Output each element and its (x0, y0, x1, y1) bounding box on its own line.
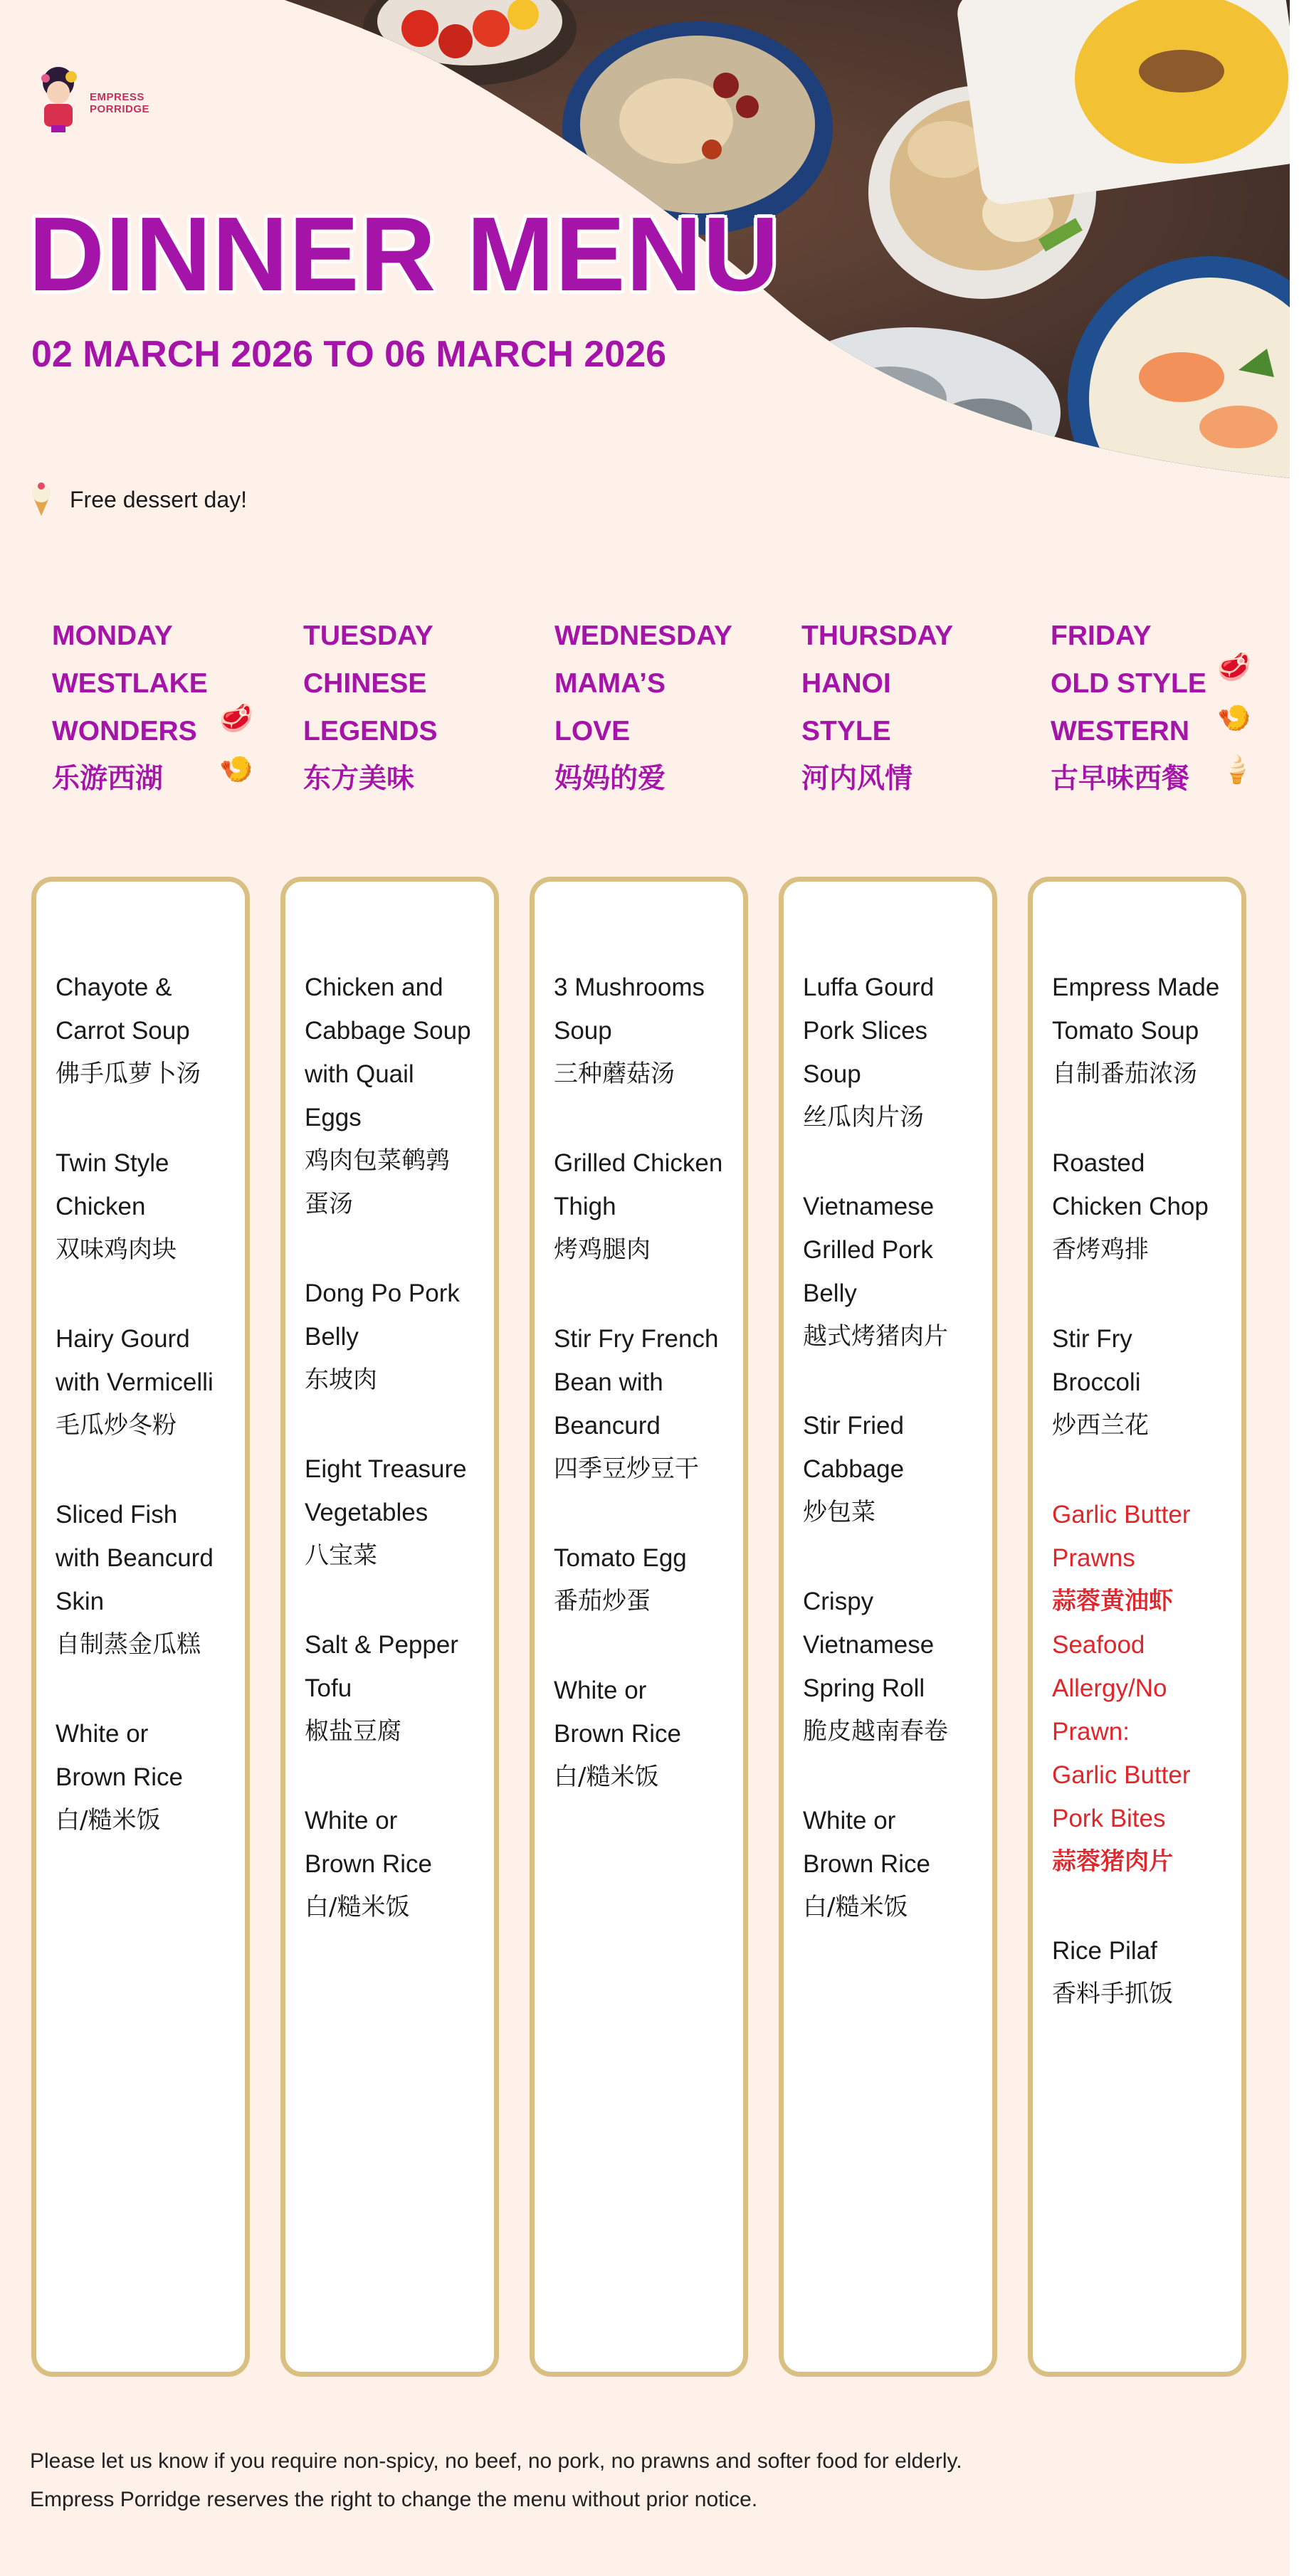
dish-name-en: 3 Mushrooms (554, 973, 705, 1001)
dish-name-zh: 蛋汤 (305, 1190, 353, 1218)
dish-name-zh: 佛手瓜萝卜汤 (56, 1060, 201, 1088)
dish-name-zh: 八宝菜 (305, 1541, 377, 1570)
menu-item (305, 1799, 478, 1929)
steak-icon: 🥩 (1217, 653, 1251, 682)
dish-name-en: Grilled Pork (803, 1236, 933, 1264)
empress-mascot-icon (34, 63, 91, 141)
menu-column-friday (1028, 877, 1246, 2377)
footer-line-disclaimer: Empress Porridge reserves the right to change the menu without prior notice. (30, 2488, 758, 2511)
dish-name-zh: 双味鸡肉块 (56, 1235, 177, 1264)
dish-name-en: Brown Rice (554, 1720, 681, 1748)
dish-name-en: Dong Po Pork (305, 1279, 460, 1307)
dish-name-en: with Vermicelli (56, 1368, 214, 1396)
dish-name-en: Stir Fry French (554, 1325, 719, 1353)
dish-name-en: White or (803, 1807, 896, 1835)
day-header-monday: MONDAY WESTLAKE WONDERS 乐游西湖 (52, 621, 208, 794)
dish-name-zh: 香料手抓饭 (1052, 1980, 1173, 2008)
day-header-tuesday: TUESDAY CHINESE LEGENDS 东方美味 (303, 621, 438, 794)
dish-name-en: Soup (554, 1017, 612, 1045)
brand-logo-text: EMPRESS PORRIDGE (90, 91, 150, 115)
dish-name-en: Prawn: (1052, 1718, 1130, 1746)
dish-name-en: Eight Treasure (305, 1455, 467, 1483)
dish-name-en: Sliced Fish (56, 1501, 178, 1529)
dish-name-en: Brown Rice (803, 1850, 930, 1878)
dish-name-en: Twin Style (56, 1149, 169, 1177)
dish-name-en: Stir Fry (1052, 1325, 1132, 1353)
dish-name-en: Garlic Butter (1052, 1761, 1191, 1789)
dish-name-en: Empress Made (1052, 973, 1220, 1001)
dish-name-en: Crispy (803, 1588, 874, 1615)
dish-name-en: Seafood (1052, 1631, 1145, 1659)
dish-name-zh: 自制蒸金瓜糕 (56, 1630, 201, 1659)
ice-cream-icon (28, 482, 54, 517)
menu-item (803, 1580, 977, 1753)
dish-name-zh: 白/糙米饭 (803, 1893, 908, 1921)
dish-name-en: with Quail (305, 1060, 414, 1088)
notice-row (28, 478, 247, 521)
dish-name-zh: 四季豆炒豆干 (554, 1455, 699, 1483)
menu-column-wednesday (530, 877, 748, 2377)
day-header-friday: FRIDAY OLD STYLE WESTERN 古早味西餐 (1051, 621, 1206, 794)
ice-cream-icon: 🍦 (1220, 755, 1254, 785)
dish-name-en: Grilled Chicken (554, 1149, 723, 1177)
menu-item (554, 966, 727, 1096)
dish-name-en: Hairy Gourd (56, 1325, 190, 1353)
menu-item (305, 1623, 478, 1753)
dish-name-en: Pork Slices (803, 1017, 928, 1045)
menu-item (56, 1712, 229, 1842)
dish-name-en: Spring Roll (803, 1674, 925, 1702)
dish-name-zh: 东坡肉 (305, 1366, 377, 1394)
dish-name-en: Vietnamese (803, 1193, 935, 1220)
dish-name-en: Salt & Pepper (305, 1631, 458, 1659)
menu-item (554, 1141, 727, 1272)
dish-name-zh: 白/糙米饭 (554, 1763, 659, 1791)
dish-name-en: Tomato Soup (1052, 1017, 1199, 1045)
dish-name-zh: 香烤鸡排 (1052, 1235, 1149, 1264)
dish-name-en: Rice Pilaf (1052, 1937, 1157, 1965)
dish-name-en: Prawns (1052, 1544, 1135, 1572)
menu-item (803, 1799, 977, 1929)
menu-item (56, 1493, 229, 1667)
dish-name-en: Beancurd (554, 1412, 661, 1440)
menu-item (305, 966, 478, 1226)
dish-name-en: White or (554, 1677, 647, 1704)
dish-name-en: Brown Rice (305, 1850, 432, 1878)
shrimp-icon: 🍤 (219, 755, 253, 785)
menu-item (1052, 1317, 1226, 1447)
menu-item (1052, 1141, 1226, 1272)
dish-name-zh: 番茄炒蛋 (554, 1587, 651, 1615)
dish-name-zh: 越式烤猪肉片 (803, 1322, 948, 1351)
dish-name-en: Thigh (554, 1193, 616, 1220)
menu-item (1052, 1929, 1226, 2016)
dish-name-zh: 鸡肉包菜鹌鹑 (305, 1146, 450, 1175)
menu-column-tuesday (280, 877, 499, 2377)
dish-name-en: Eggs (305, 1104, 362, 1131)
page-title: DINNER MENU (28, 196, 780, 313)
dish-name-en: Allergy/No (1052, 1674, 1167, 1702)
dish-name-en: Skin (56, 1588, 105, 1615)
dish-name-en: Belly (803, 1279, 857, 1307)
dish-name-zh: 白/糙米饭 (305, 1893, 410, 1921)
menu-item (305, 1272, 478, 1402)
steak-icon: 🥩 (219, 704, 253, 734)
dish-name-en: Soup (803, 1060, 861, 1088)
menu-item (554, 1669, 727, 1799)
dish-name-en: Vietnamese (803, 1631, 935, 1659)
menu-item (803, 966, 977, 1139)
dish-name-zh: 椒盐豆腐 (305, 1717, 401, 1746)
menu-item (1052, 966, 1226, 1096)
menu-column-monday (31, 877, 250, 2377)
menu-item (554, 1317, 727, 1491)
dish-name-zh: 三种蘑菇汤 (554, 1060, 675, 1088)
day-header-wednesday: WEDNESDAY MAMA’S LOVE 妈妈的爱 (554, 621, 732, 794)
dish-name-en: Tomato Egg (554, 1544, 687, 1572)
menu-item (554, 1536, 727, 1623)
dish-name-en: White or (56, 1720, 149, 1748)
date-range: 02 MARCH 2026 TO 06 MARCH 2026 (31, 334, 667, 375)
dish-name-zh: 蒜蓉猪肉片 (1052, 1847, 1173, 1876)
menu-item (1052, 1493, 1226, 1884)
dish-name-en: Brown Rice (56, 1763, 183, 1791)
dish-name-en: Chicken Chop (1052, 1193, 1209, 1220)
dish-name-en: Chicken and (305, 973, 443, 1001)
dish-name-zh: 毛瓜炒冬粉 (56, 1411, 177, 1440)
menu-item (305, 1447, 478, 1578)
dish-name-en: Chayote & (56, 973, 172, 1001)
dish-name-zh: 烤鸡腿肉 (554, 1235, 651, 1264)
dish-name-en: with Beancurd (56, 1544, 214, 1572)
dish-name-zh: 脆皮越南春卷 (803, 1717, 948, 1746)
dish-name-zh: 丝瓜肉片汤 (803, 1103, 924, 1131)
shrimp-icon: 🍤 (1217, 704, 1251, 734)
dish-name-en: Broccoli (1052, 1368, 1141, 1396)
dish-name-en: Roasted (1052, 1149, 1145, 1177)
footer-note (30, 2442, 962, 2519)
dish-name-en: Cabbage Soup (305, 1017, 471, 1045)
menu-item (56, 1141, 229, 1272)
menu-item (803, 1185, 977, 1358)
menu-item (56, 966, 229, 1096)
dish-name-en: Bean with (554, 1368, 663, 1396)
menu-column-thursday (779, 877, 997, 2377)
menu-item (803, 1404, 977, 1534)
dish-name-en: Cabbage (803, 1455, 905, 1483)
dish-name-en: Garlic Butter (1052, 1501, 1191, 1529)
day-header-thursday: THURSDAY HANOI STYLE 河内风情 (801, 621, 954, 794)
dish-name-zh: 蒜蓉黄油虾 (1052, 1587, 1173, 1615)
dish-name-zh: 炒西兰花 (1052, 1411, 1149, 1440)
dish-name-zh: 炒包菜 (803, 1498, 875, 1526)
dish-name-en: Stir Fried (803, 1412, 904, 1440)
dish-name-en: White or (305, 1807, 398, 1835)
dish-name-en: Pork Bites (1052, 1805, 1166, 1832)
dish-name-en: Chicken (56, 1193, 146, 1220)
brand-logo (34, 63, 155, 141)
dish-name-zh: 白/糙米饭 (56, 1806, 161, 1835)
menu-item (56, 1317, 229, 1447)
notice-text: Free dessert day! (70, 486, 247, 512)
footer-line-dietary: Please let us know if you require non-spicy, no beef, no pork, no prawns and softer food for elderly. (30, 2449, 962, 2473)
dish-name-en: Luffa Gourd (803, 973, 935, 1001)
dish-name-en: Tofu (305, 1674, 352, 1702)
dish-name-zh: 自制番茄浓汤 (1052, 1060, 1197, 1088)
dish-name-en: Vegetables (305, 1499, 428, 1526)
dish-name-en: Carrot Soup (56, 1017, 190, 1045)
dish-name-en: Belly (305, 1323, 359, 1351)
